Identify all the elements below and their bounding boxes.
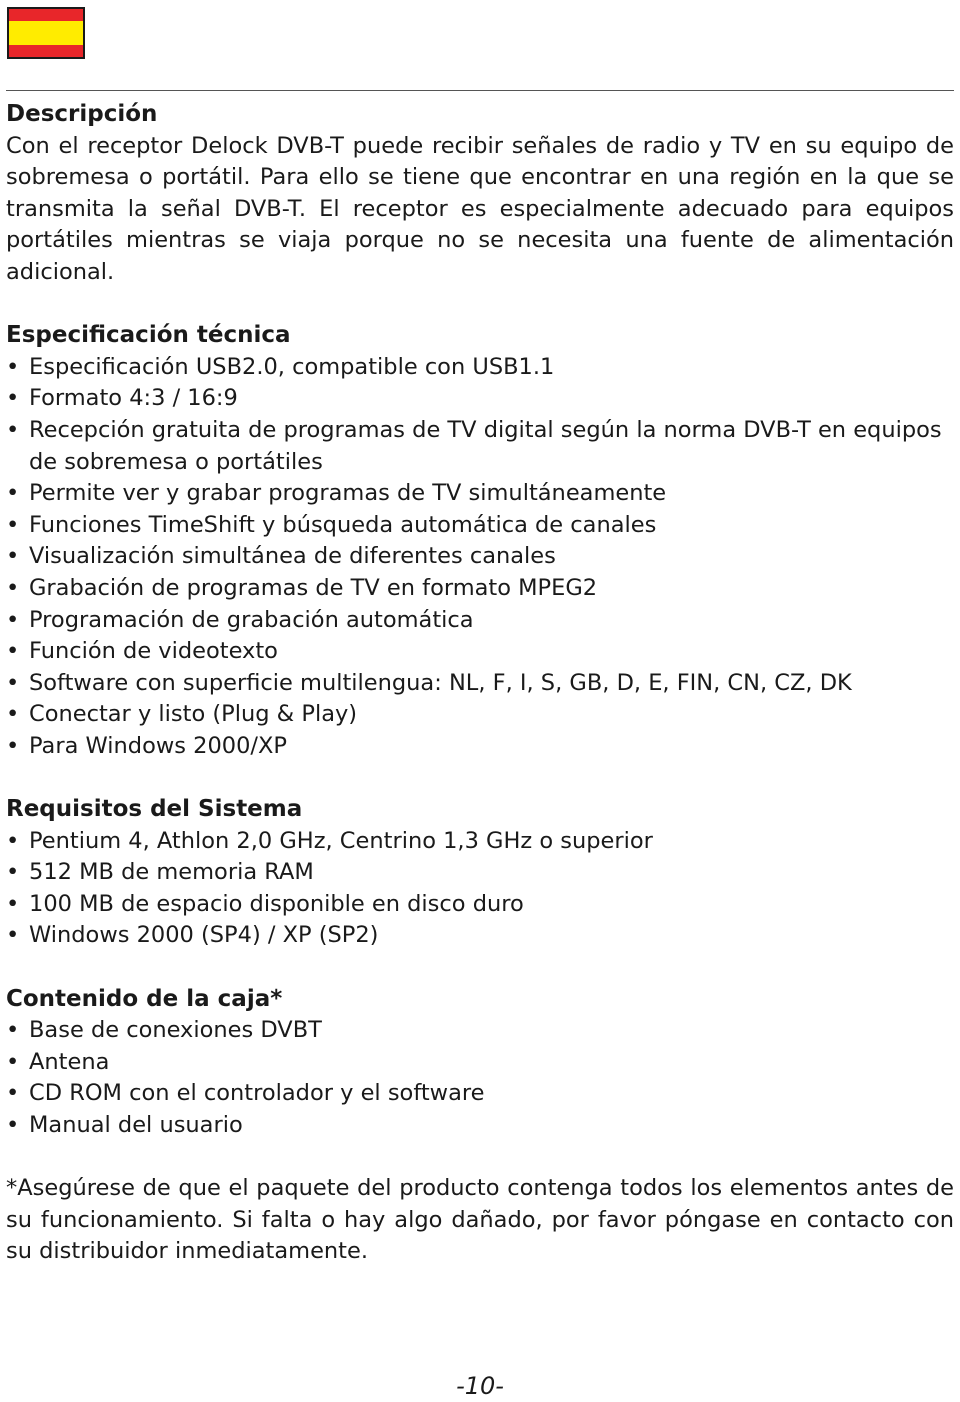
contents-heading: Contenido de la caja* — [6, 985, 283, 1012]
requirements-heading: Requisitos del Sistema — [6, 796, 303, 823]
specs-list — [6, 352, 954, 763]
document-body — [6, 99, 954, 1268]
flag-stripe-red — [9, 45, 83, 57]
list-item: • Windows 2000 (SP4) / XP (SP2) — [6, 920, 954, 952]
list-item: • 512 MB de memoria RAM — [6, 857, 954, 889]
list-item: • Conectar y listo (Plug & Play) — [6, 699, 954, 731]
section-spacer — [6, 762, 954, 794]
list-item: • Manual del usuario — [6, 1110, 954, 1142]
list-item: • Permite ver y grabar programas de TV simultáneamente — [6, 478, 954, 510]
requirements-list — [6, 826, 954, 952]
contents-list — [6, 1015, 954, 1141]
list-item: • Grabación de programas de TV en formato MPEG2 — [6, 573, 954, 605]
list-item: • CD ROM con el controlador y el software — [6, 1078, 954, 1110]
page-number: -10- — [456, 1372, 504, 1400]
header-divider — [6, 90, 954, 91]
section-spacer — [6, 289, 954, 321]
section-spacer — [6, 952, 954, 984]
specs-heading: Especificación técnica — [6, 322, 291, 349]
section-spacer — [6, 1142, 954, 1174]
flag-stripe-yellow — [9, 21, 83, 45]
list-item: • Software con superficie multilengua: NL, F, I, S, GB, D, E, FIN, CN, CZ, DK — [6, 668, 954, 700]
list-item: • Pentium 4, Athlon 2,0 GHz, Centrino 1,3 GHz o superior — [6, 826, 954, 858]
list-item: • Recepción gratuita de programas de TV digital según la norma DVB-T en equipos de sobremesa o portátiles — [6, 415, 954, 478]
list-item: • Funciones TimeShift y búsqueda automática de canales — [6, 510, 954, 542]
list-item: • Especificación USB2.0, compatible con USB1.1 — [6, 352, 954, 384]
list-item: • Antena — [6, 1047, 954, 1079]
description-heading: Descripción — [6, 101, 158, 127]
flag-stripe-red — [9, 9, 83, 21]
list-item: • Para Windows 2000/XP — [6, 731, 954, 763]
spain-flag-icon — [7, 7, 85, 59]
list-item: • 100 MB de espacio disponible en disco duro — [6, 889, 954, 921]
list-item: • Visualización simultánea de diferentes canales — [6, 541, 954, 573]
footnote-text: *Asegúrese de que el paquete del producto contenga todos los elementos antes de su funcionamiento. Si falta o hay algo dañado, por favor póngase en contacto con su distribuidor inmediatamente. — [6, 1175, 954, 1265]
description-text: Con el receptor Delock DVB-T puede recibir señales de radio y TV en su equipo de sobremesa o portátil. Para ello se tiene que encontrar en una región en la que se transmita la señal DVB-T. El receptor es especialmente adecuado para equipos portátiles mientras se viaja porque no se necesita una fuente de alimentación adicional. — [6, 132, 954, 285]
list-item: • Base de conexiones DVBT — [6, 1015, 954, 1047]
list-item: • Programación de grabación automática — [6, 605, 954, 637]
list-item: • Función de videotexto — [6, 636, 954, 668]
list-item: • Formato 4:3 / 16:9 — [6, 383, 954, 415]
